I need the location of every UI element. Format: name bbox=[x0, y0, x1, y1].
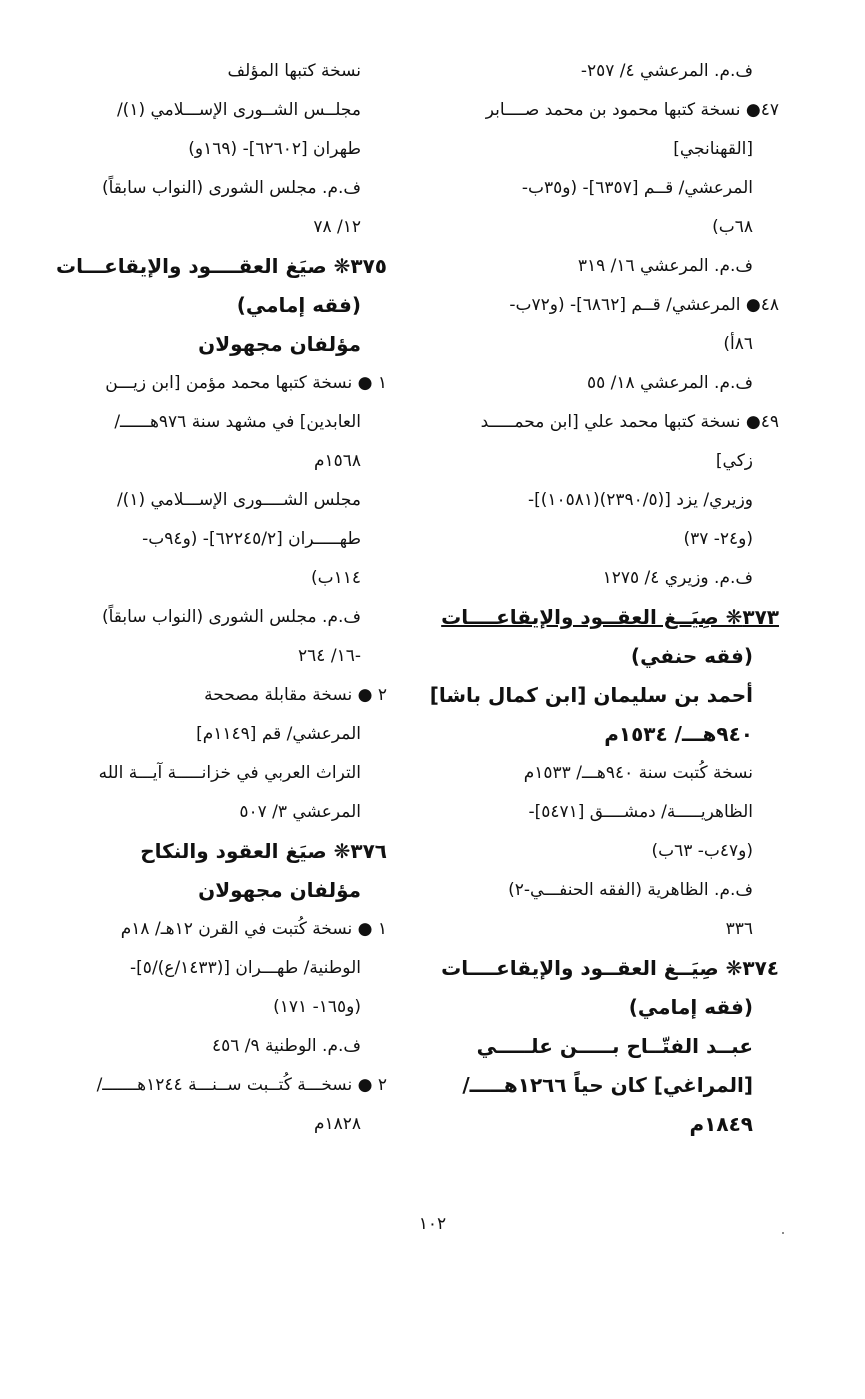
left-column-line: ف.م. الوطنية ٩/ ٤٥٦ bbox=[211, 1036, 361, 1056]
right-column-line: (فقه إمامي) bbox=[628, 995, 753, 1019]
left-column-line: ١ ● نسخة كُتبت في القرن ١٢هـ/ ١٨م bbox=[120, 919, 387, 939]
left-column-line: ٢ ● نسخة مقابلة مصححة bbox=[204, 685, 387, 705]
right-column-line: [القهنانجي] bbox=[673, 139, 753, 159]
page-number: ١٠٢ bbox=[418, 1214, 447, 1234]
right-column-line: [المراغي] كان حياً ١٢٦٦هـــــ/ bbox=[462, 1073, 753, 1097]
right-column-line: ٣٧٤❋ صِيَــغ العقــود والإيقاعــــات bbox=[441, 956, 779, 980]
right-column-line: ٩٤٠هـــ/ ١٥٣٤م bbox=[604, 722, 753, 746]
left-column-line: مؤلفان مجهولان bbox=[198, 878, 361, 902]
left-column-line: مجلــس الشــورى الإســـلامي (١)/ bbox=[116, 100, 361, 120]
left-column-line: الوطنية/ طهـــران [(١٤٣٣/ع)/٥]- bbox=[130, 958, 361, 978]
right-column-line: ف.م. المرعشي ٤/ ٢٥٧- bbox=[580, 61, 753, 81]
right-column-line: ف.م. المرعشي ١٦/ ٣١٩ bbox=[577, 256, 753, 276]
left-column-line: ٣٧٦❋ صيَغ العقود والنكاح bbox=[140, 839, 387, 863]
left-column-line: نسخة كتبها المؤلف bbox=[227, 61, 361, 81]
left-column-line: مؤلفان مجهولان bbox=[198, 332, 361, 356]
left-column bbox=[35, 52, 387, 1144]
right-column-line: عبــد الفتّــاح بـــــن علـــــي bbox=[476, 1034, 753, 1058]
left-column-line: ١٨٢٨م bbox=[313, 1114, 361, 1134]
right-column-line: ٨٦أ) bbox=[723, 334, 753, 354]
left-column-line: ٢ ● نسخـــة كُتــبت ســنـــة ١٢٤٤هـــــــ/ bbox=[96, 1075, 387, 1095]
right-column-line: (و٤٧ب- ٦٣ب) bbox=[651, 841, 753, 861]
left-column-line: ف.م. مجلس الشورى (النواب سابقاً) bbox=[101, 178, 361, 198]
left-column-line: ١٢/ ٧٨ bbox=[313, 217, 361, 237]
right-column bbox=[427, 52, 779, 1144]
left-column-line: ١ ● نسخة كتبها محمد مؤمن [ابن زيـــن bbox=[105, 373, 387, 393]
left-column-line: المرعشي ٣/ ٥٠٧ bbox=[239, 802, 361, 822]
left-column-line: ١٦/ ٢٦٤- bbox=[298, 646, 361, 666]
right-column-line: ٤٨● المرعشي/ قــم [٦٨٦٢]- (و٧٢ب- bbox=[509, 295, 779, 315]
left-column-line: (و١٦٥- ١٧١) bbox=[273, 997, 361, 1017]
left-column-line: (فقه إمامي) bbox=[236, 293, 361, 317]
right-column-line: ٤٧● نسخة كتبها محمود بن محمد صــــابر bbox=[485, 100, 779, 120]
right-column-line: زكي] bbox=[715, 451, 753, 471]
right-column-line: ف.م. الظاهرية (الفقه الحنفـــي-٢) bbox=[508, 880, 753, 900]
left-column-line: المرعشي/ قم [١١٤٩م] bbox=[196, 724, 361, 744]
right-column-line: ٣٣٦ bbox=[725, 919, 753, 939]
left-column-line: طهران [٦٢٦٠٢]- (١٦٩و) bbox=[188, 139, 361, 159]
right-column-line: الظاهريـــــة/ دمشــــق [٥٤٧١]- bbox=[528, 802, 753, 822]
left-column-line: ف.م. مجلس الشورى (النواب سابقاً) bbox=[101, 607, 361, 627]
left-column-line: ١٥٦٨م bbox=[313, 451, 361, 471]
left-column-line: مجلس الشــــورى الإســـلامي (١)/ bbox=[116, 490, 361, 510]
left-column-line: طهـــــران [٦٢٢٤٥/٢]- (و٩٤ب- bbox=[142, 529, 361, 549]
left-column-line: العابدين] في مشهد سنة ٩٧٦هــــــ/ bbox=[114, 412, 361, 432]
right-column-line: ٣٧٣❋ صِيَــغ العقــود والإيقاعــــات bbox=[441, 605, 779, 629]
scan-speck bbox=[782, 1232, 784, 1234]
left-column-line: ١١٤ب) bbox=[310, 568, 361, 588]
left-column-line: ٣٧٥❋ صيَغ العقــــود والإيقاعـــات bbox=[56, 254, 387, 278]
right-column-line: (فقه حنفي) bbox=[630, 644, 753, 668]
right-column-line: ف.م. وزيري ٤/ ١٢٧٥ bbox=[602, 568, 753, 588]
left-column-line: التراث العربي في خزانـــــة آيـــة الله bbox=[98, 763, 361, 783]
right-column-line: نسخة كُتبت سنة ٩٤٠هـــ/ ١٥٣٣م bbox=[523, 763, 753, 783]
right-column-line: وزيري/ يزد [(٢٣٩٠/٥)(١٠٥٨١)]- bbox=[527, 490, 753, 510]
right-column-line: ف.م. المرعشي ١٨/ ٥٥ bbox=[586, 373, 753, 393]
right-column-line: أحمد بن سليمان [ابن كمال باشا] bbox=[429, 683, 753, 707]
right-column-line: المرعشي/ قــم [٦٣٥٧]- (و٣٥ب- bbox=[521, 178, 753, 198]
right-column-line: (و٢٤- ٣٧) bbox=[683, 529, 753, 549]
right-column-line: ٦٨ب) bbox=[712, 217, 753, 237]
right-column-line: ١٨٤٩م bbox=[689, 1112, 753, 1136]
right-column-line: ٤٩● نسخة كتبها محمد علي [ابن محمـــــد bbox=[480, 412, 779, 432]
